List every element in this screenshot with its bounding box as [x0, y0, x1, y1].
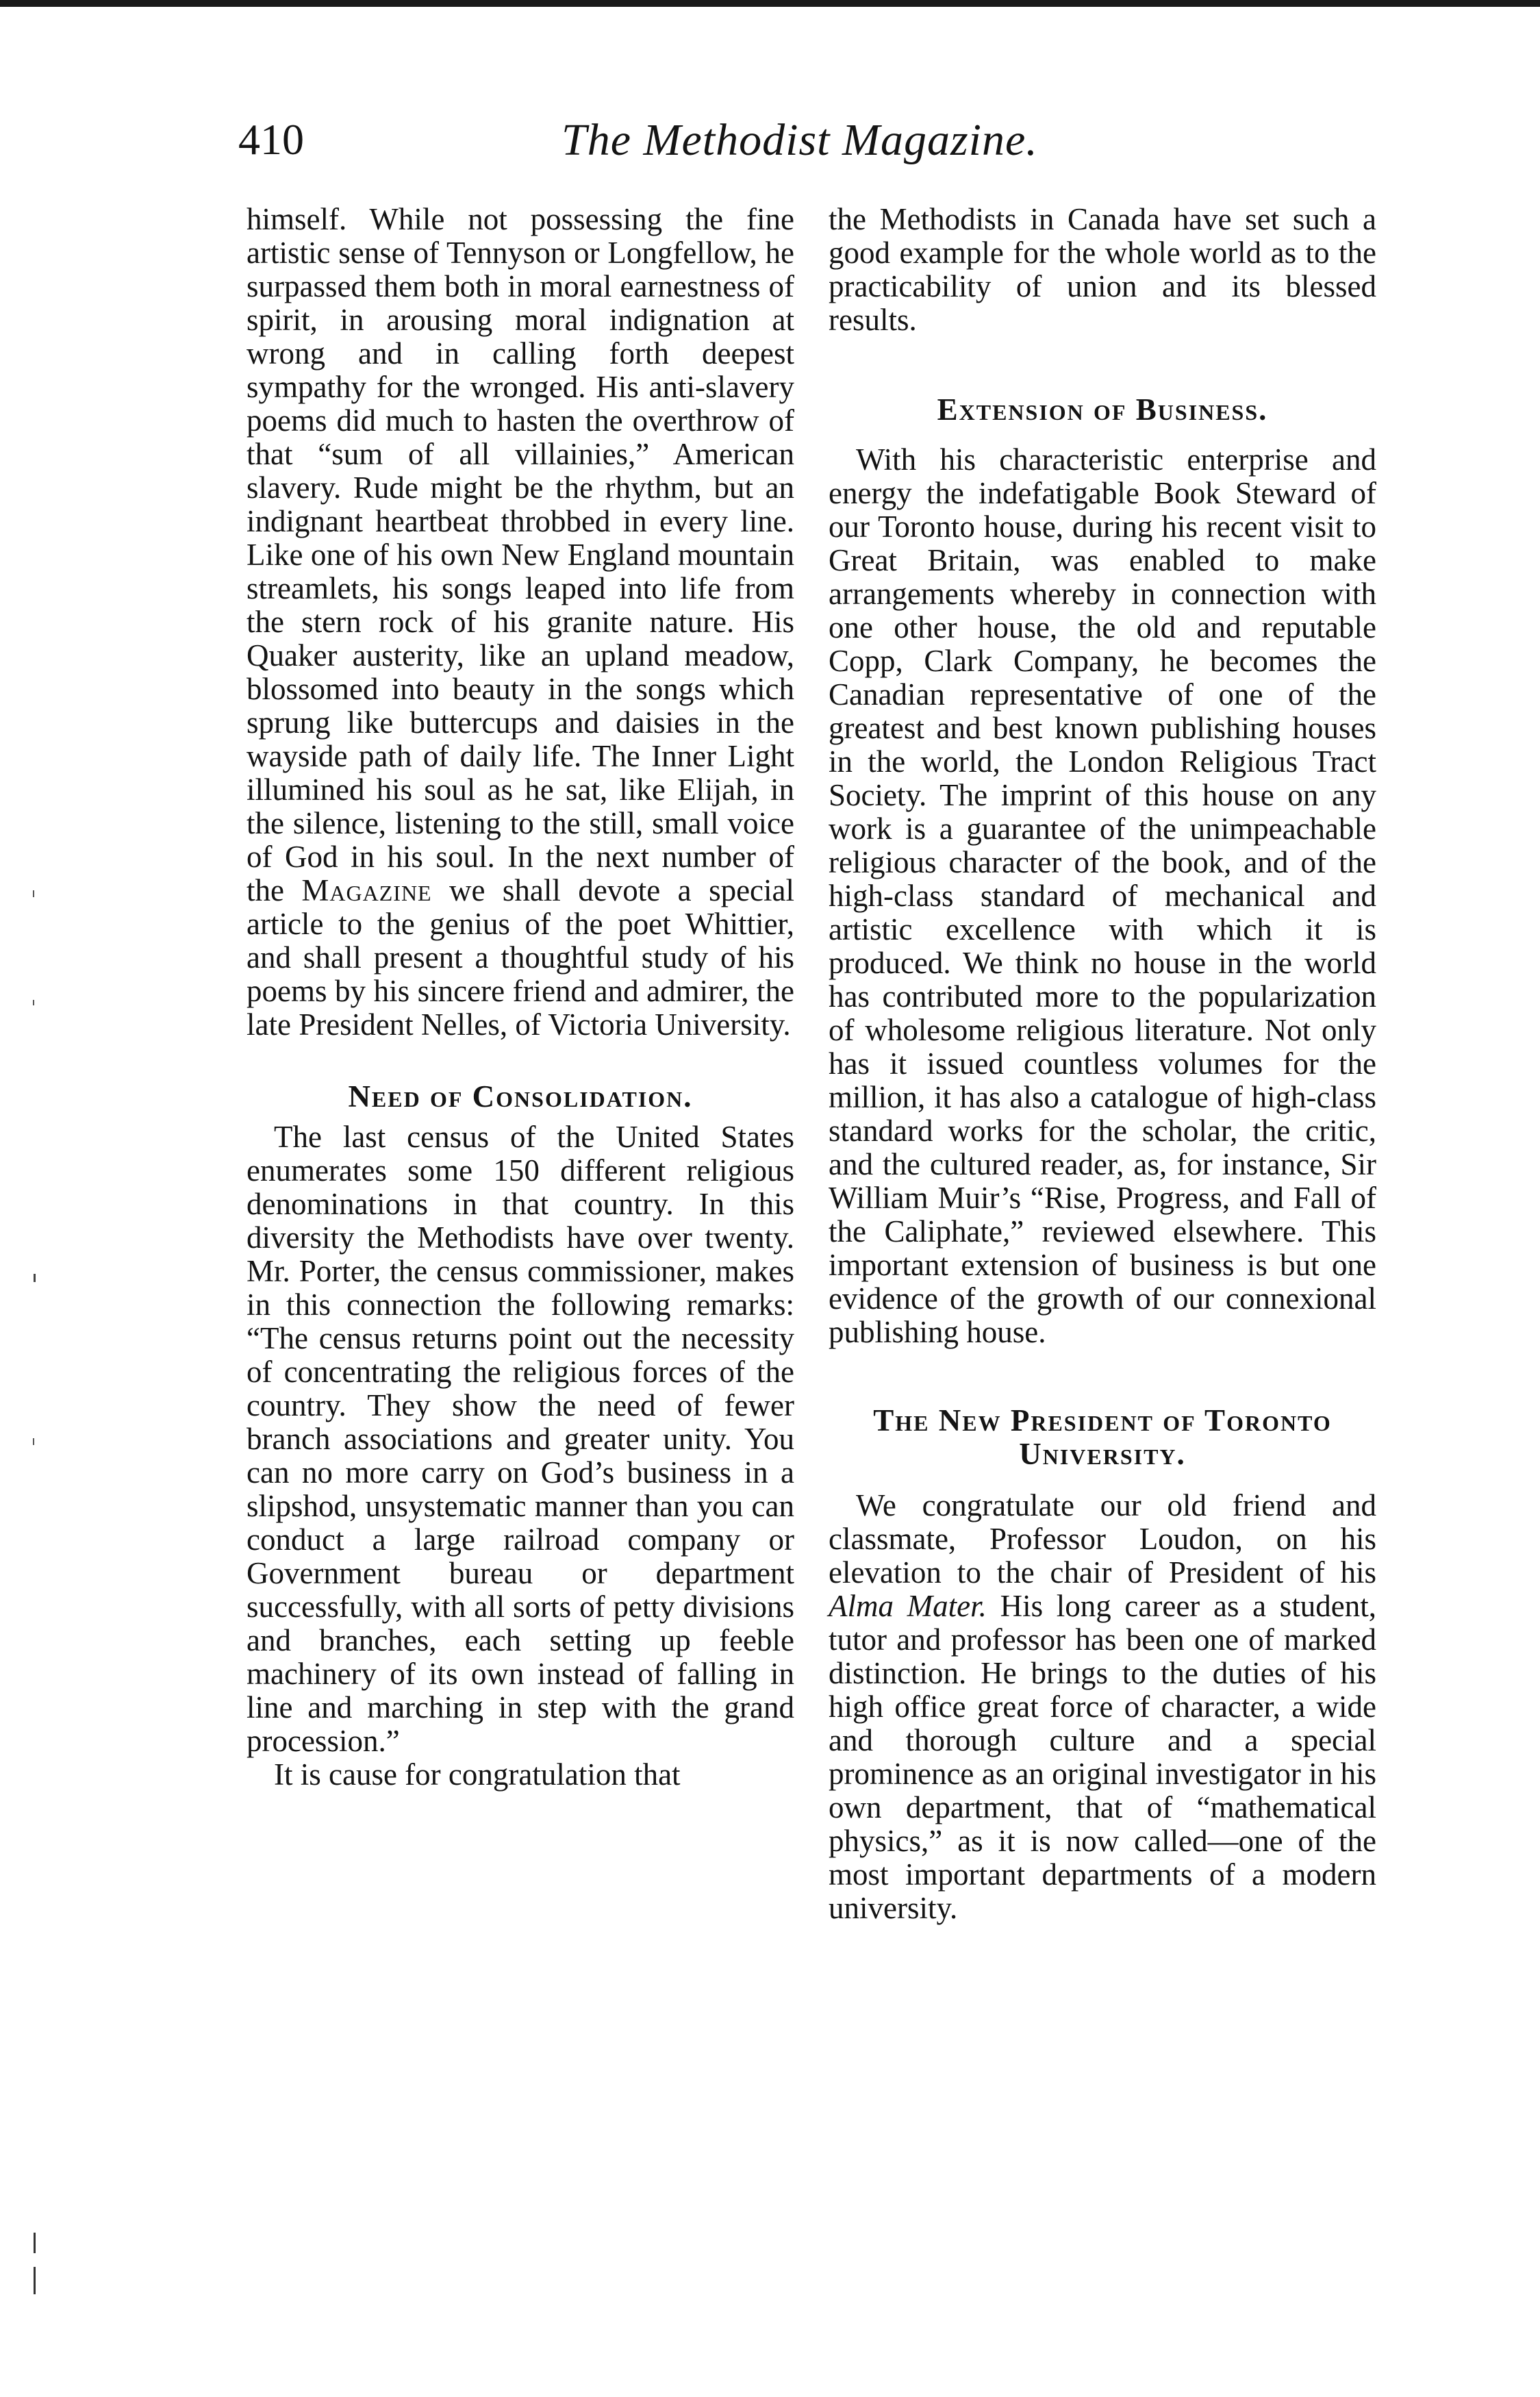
section-heading-new-president: The New President of Toronto University. — [873, 1403, 1332, 1471]
right-column — [829, 203, 1376, 1925]
paragraph-loudon — [829, 1489, 1376, 1925]
paragraph-union-continued: the Methodists in Canada have set such a good example for the whole world as to the practicability of union and its blessed results. — [829, 202, 1376, 337]
paragraph-whittier — [247, 203, 794, 1042]
margin-specks — [27, 890, 41, 2397]
paragraph-loudon-text-a: We congratulate our old friend and classmate, Professor Loudon, on his elevation to the chair of President of his — [829, 1488, 1376, 1590]
page-number: 410 — [238, 115, 304, 164]
paragraph-congratulation-start: It is cause for congratulation that — [274, 1757, 681, 1792]
running-title: The Methodist Magazine. — [561, 115, 1038, 165]
section-heading-extension: Extension of Business. — [937, 392, 1268, 427]
left-column — [247, 203, 794, 1792]
section-heading-consolidation: Need of Consolidation. — [348, 1079, 693, 1114]
alma-mater-italic: Alma Mater. — [829, 1589, 987, 1623]
paragraph-whittier-text-b: we shall devote a special article to the genius of the poet Whittier, and shall present a thoughtful study of his poems by his sincere friend and admirer, the late President Nelles, of Victoria University. — [247, 873, 795, 1042]
paragraph-book-steward: With his characteristic enterprise and energy the indefatigable Book Steward of our Toronto house, during his recent visit to Great Britain, was enabled to make arrangements whereby in connection with one other house, the old and reputable Copp, Clark Company, he becomes the Canadian representative of one of the greatest and best known publishing houses in the world, the London Religious Tract Society. The imprint of this house on any work is a guarantee of the unimpeachable religious character of the book, and of the high-class standard of mechanical and artistic excellence with which it is produced. We think no house in the world has contributed more to the popularization of wholesome religious literature. Not only has it issued countless volumes for the million, it has also a catalogue of high-class standard works for the scholar, the critic, and the cultured reader, as, for instance, Sir William Muir’s “Rise, Progress, and Fall of the Caliphate,” reviewed elsewhere. This important extension of business is but one evidence of the growth of our connexional publishing house. — [829, 442, 1376, 1349]
paragraph-whittier-text-a: himself. While not possessing the fine artistic sense of Tennyson or Longfellow, he surpassed them both in moral earnestness of spirit, in arousing moral indignation at wrong and in calling forth deepest sympathy for the wronged. His anti-slavery poems did much to hasten the overthrow of that “sum of all villainies,” American slavery. Rude might be the rhythm, but an indignant heartbeat throbbed in every line. Like one of his own New England mountain streamlets, his songs leaped into life from the stern rock of his granite nature. His Quaker austerity, like an upland meadow, blossomed into beauty in the songs which sprung like buttercups and daisies in the wayside path of daily life. The Inner Light illumined his soul as he sat, like Elijah, in the silence, listening to the still, small voice of God in his soul. In the next number of the — [247, 202, 794, 907]
top-border-rule — [0, 0, 1540, 7]
magazine-small-caps: Magazine — [301, 873, 432, 907]
paragraph-loudon-text-b: His long career as a student, tutor and professor has been one of marked distinction. He brings to the duties of his high office great force of character, a wide and thorough culture and a special prominence as an original investigator in his own department, that of “mathematical physics,” as it is now called—one of the most important departments of a modern university. — [829, 1589, 1377, 1925]
paragraph-census: The last census of the United States enumerates some 150 different religious denominations in that country. In this diversity the Methodists have over twenty. Mr. Porter, the census commissioner, makes in this connection the following remarks: “The census returns point out the necessity of concentrating the religious forces of the country. They show the need of fewer branch associations and greater unity. You can no more carry on God’s business in a slipshod, unsystematic manner than you can conduct a large railroad company or Government bureau or department successfully, with all sorts of petty divisions and branches, each setting up feeble machinery of its own instead of falling in line and marching in step with the grand procession.” — [247, 1120, 794, 1758]
